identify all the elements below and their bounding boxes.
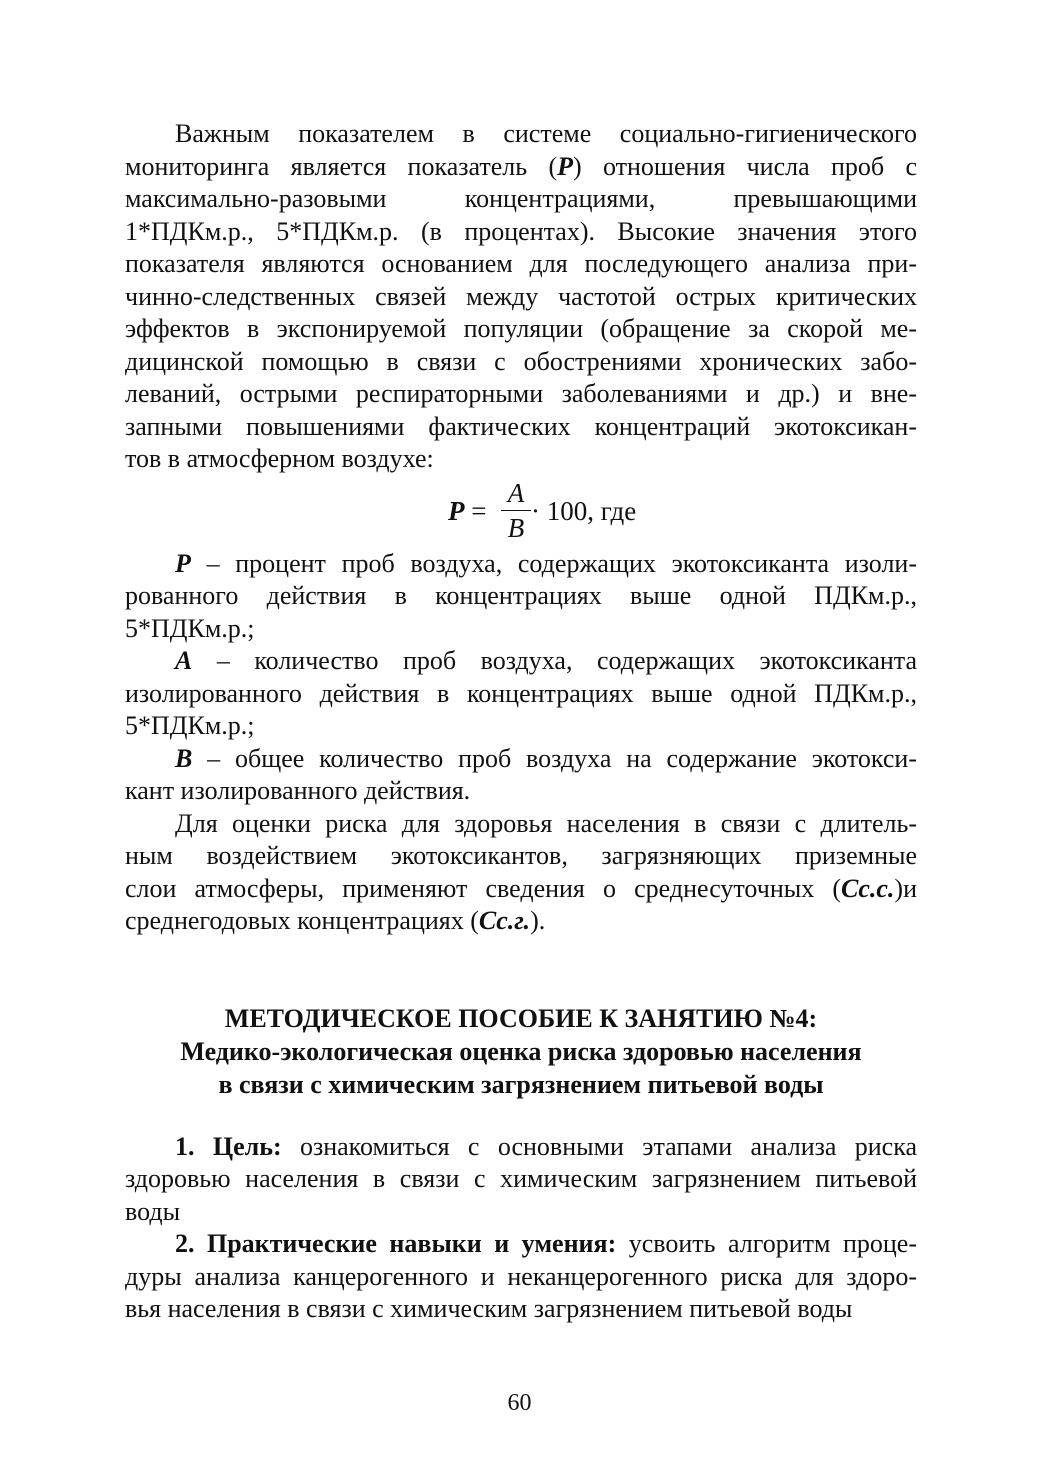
text-span: ознакомиться с основными этапами анализа риска bbox=[281, 1131, 917, 1161]
spacer bbox=[125, 938, 917, 1002]
text-line: здоровью населения в связи с химическим загрязнением питьевой bbox=[125, 1164, 917, 1193]
formula bbox=[125, 476, 917, 548]
text-span: ) отношения числа проб с bbox=[573, 151, 917, 181]
symbol-css: Cс.с. bbox=[841, 873, 895, 903]
formula-numerator: A bbox=[507, 477, 525, 508]
paragraph-1 bbox=[125, 118, 917, 476]
text-line: дуры анализа канцерогенного и неканцерогенного риска для здоро- bbox=[125, 1261, 917, 1291]
text-line: 1*ПДКм.р., 5*ПДКм.р. (в процентах). Высокие значения этого bbox=[125, 216, 917, 246]
text-line: Для оценки риска для здоровья населения в связи с длитель- bbox=[175, 808, 917, 838]
heading-line: в связи с химическим загрязнением питьевой воды bbox=[218, 1069, 824, 1099]
text-line: тов в атмосферном воздухе: bbox=[125, 444, 434, 473]
text-span: – процент проб воздуха, содержащих экотоксиканта изоли- bbox=[190, 548, 917, 578]
formula-equals: = bbox=[464, 495, 487, 526]
text-span: мониторинга является показатель ( bbox=[125, 151, 558, 181]
definition-a bbox=[125, 645, 917, 678]
text-line: 5*ПДКм.р.; bbox=[125, 613, 255, 643]
formula-denominator: B bbox=[507, 512, 525, 543]
item-label: 2. Практические навыки и умения: bbox=[175, 1229, 617, 1258]
text-span: усвоить алгоритм проце- bbox=[616, 1229, 917, 1258]
text-line: леваний, острыми респираторными заболеваниями и др.) и вне- bbox=[125, 379, 917, 408]
text-line: запными повышениями фактических концентраций экотоксикан- bbox=[125, 411, 917, 441]
text-line bbox=[125, 905, 917, 938]
definition-b bbox=[125, 743, 917, 776]
text-line: чинно-следственных связей между частотой острых критических bbox=[125, 281, 917, 311]
formula-suffix: , где bbox=[587, 495, 637, 526]
formula-multiplier: · 100 bbox=[531, 495, 588, 526]
text-line: воды bbox=[125, 1196, 181, 1226]
item-skills bbox=[125, 1228, 917, 1326]
item-label: 1. Цель: bbox=[175, 1131, 282, 1161]
text-line: показателя являются основанием для последующего анализа при- bbox=[125, 249, 917, 278]
formula-symbol-p: P bbox=[448, 495, 465, 526]
definition-p bbox=[125, 548, 917, 581]
text-line: 5*ПДКм.р.; bbox=[125, 711, 255, 740]
paragraph-2 bbox=[125, 808, 917, 938]
section-heading bbox=[125, 1002, 917, 1101]
formula-lhs bbox=[448, 496, 486, 527]
text-line bbox=[125, 1131, 917, 1164]
text-span: среднегодовых концентрациях ( bbox=[125, 906, 479, 935]
text-line: изолированного действия в концентрациях выше одной ПДКм.р., bbox=[125, 678, 917, 708]
symbol-p: P bbox=[175, 548, 191, 578]
text-line: кант изолированного действия. bbox=[125, 776, 471, 805]
text-line bbox=[125, 873, 917, 906]
page-body bbox=[125, 118, 917, 1326]
spacer bbox=[125, 1101, 917, 1131]
text-span: )и bbox=[894, 873, 917, 903]
text-span: – количество проб воздуха, содержащих экотоксиканта bbox=[192, 646, 917, 675]
symbol-p: P bbox=[557, 151, 573, 181]
text-span: слои атмосферы, применяют сведения о среднесуточных ( bbox=[125, 873, 841, 903]
symbol-csg: Cс.г. bbox=[478, 906, 531, 935]
page-number: 60 bbox=[507, 1390, 532, 1416]
formula-tail bbox=[531, 496, 636, 527]
text-line: рованного действия в концентрациях выше одной ПДКм.р., bbox=[125, 581, 917, 610]
text-line bbox=[125, 1228, 917, 1261]
text-span: ). bbox=[530, 906, 546, 935]
text-line: максимально-разовыми концентрациями, превышающими bbox=[125, 184, 917, 213]
text-line: вья населения в связи с химическим загрязнением питьевой воды bbox=[125, 1294, 853, 1323]
text-span: – общее количество проб воздуха на содержание экотокси- bbox=[192, 743, 917, 773]
text-line: эффектов в экспонируемой популяции (обращение за скорой ме- bbox=[125, 314, 917, 343]
symbol-a: A bbox=[175, 646, 193, 675]
item-goal bbox=[125, 1131, 917, 1229]
text-line bbox=[125, 151, 917, 184]
text-line: Важным показателем в системе социально-гигиенического bbox=[175, 119, 917, 148]
text-line: ным воздействием экотоксикантов, загрязняющих приземные bbox=[125, 841, 917, 870]
formula-fraction bbox=[501, 476, 531, 545]
symbol-b: B bbox=[175, 743, 193, 773]
heading-line: МЕТОДИЧЕСКОЕ ПОСОБИЕ К ЗАНЯТИЮ №4: bbox=[224, 1003, 818, 1033]
definitions bbox=[125, 548, 917, 808]
heading-line: Медико-экологическая оценка риска здоровью населения bbox=[180, 1036, 862, 1066]
text-line: дицинской помощью в связи с обострениями хронических забо- bbox=[125, 346, 917, 376]
